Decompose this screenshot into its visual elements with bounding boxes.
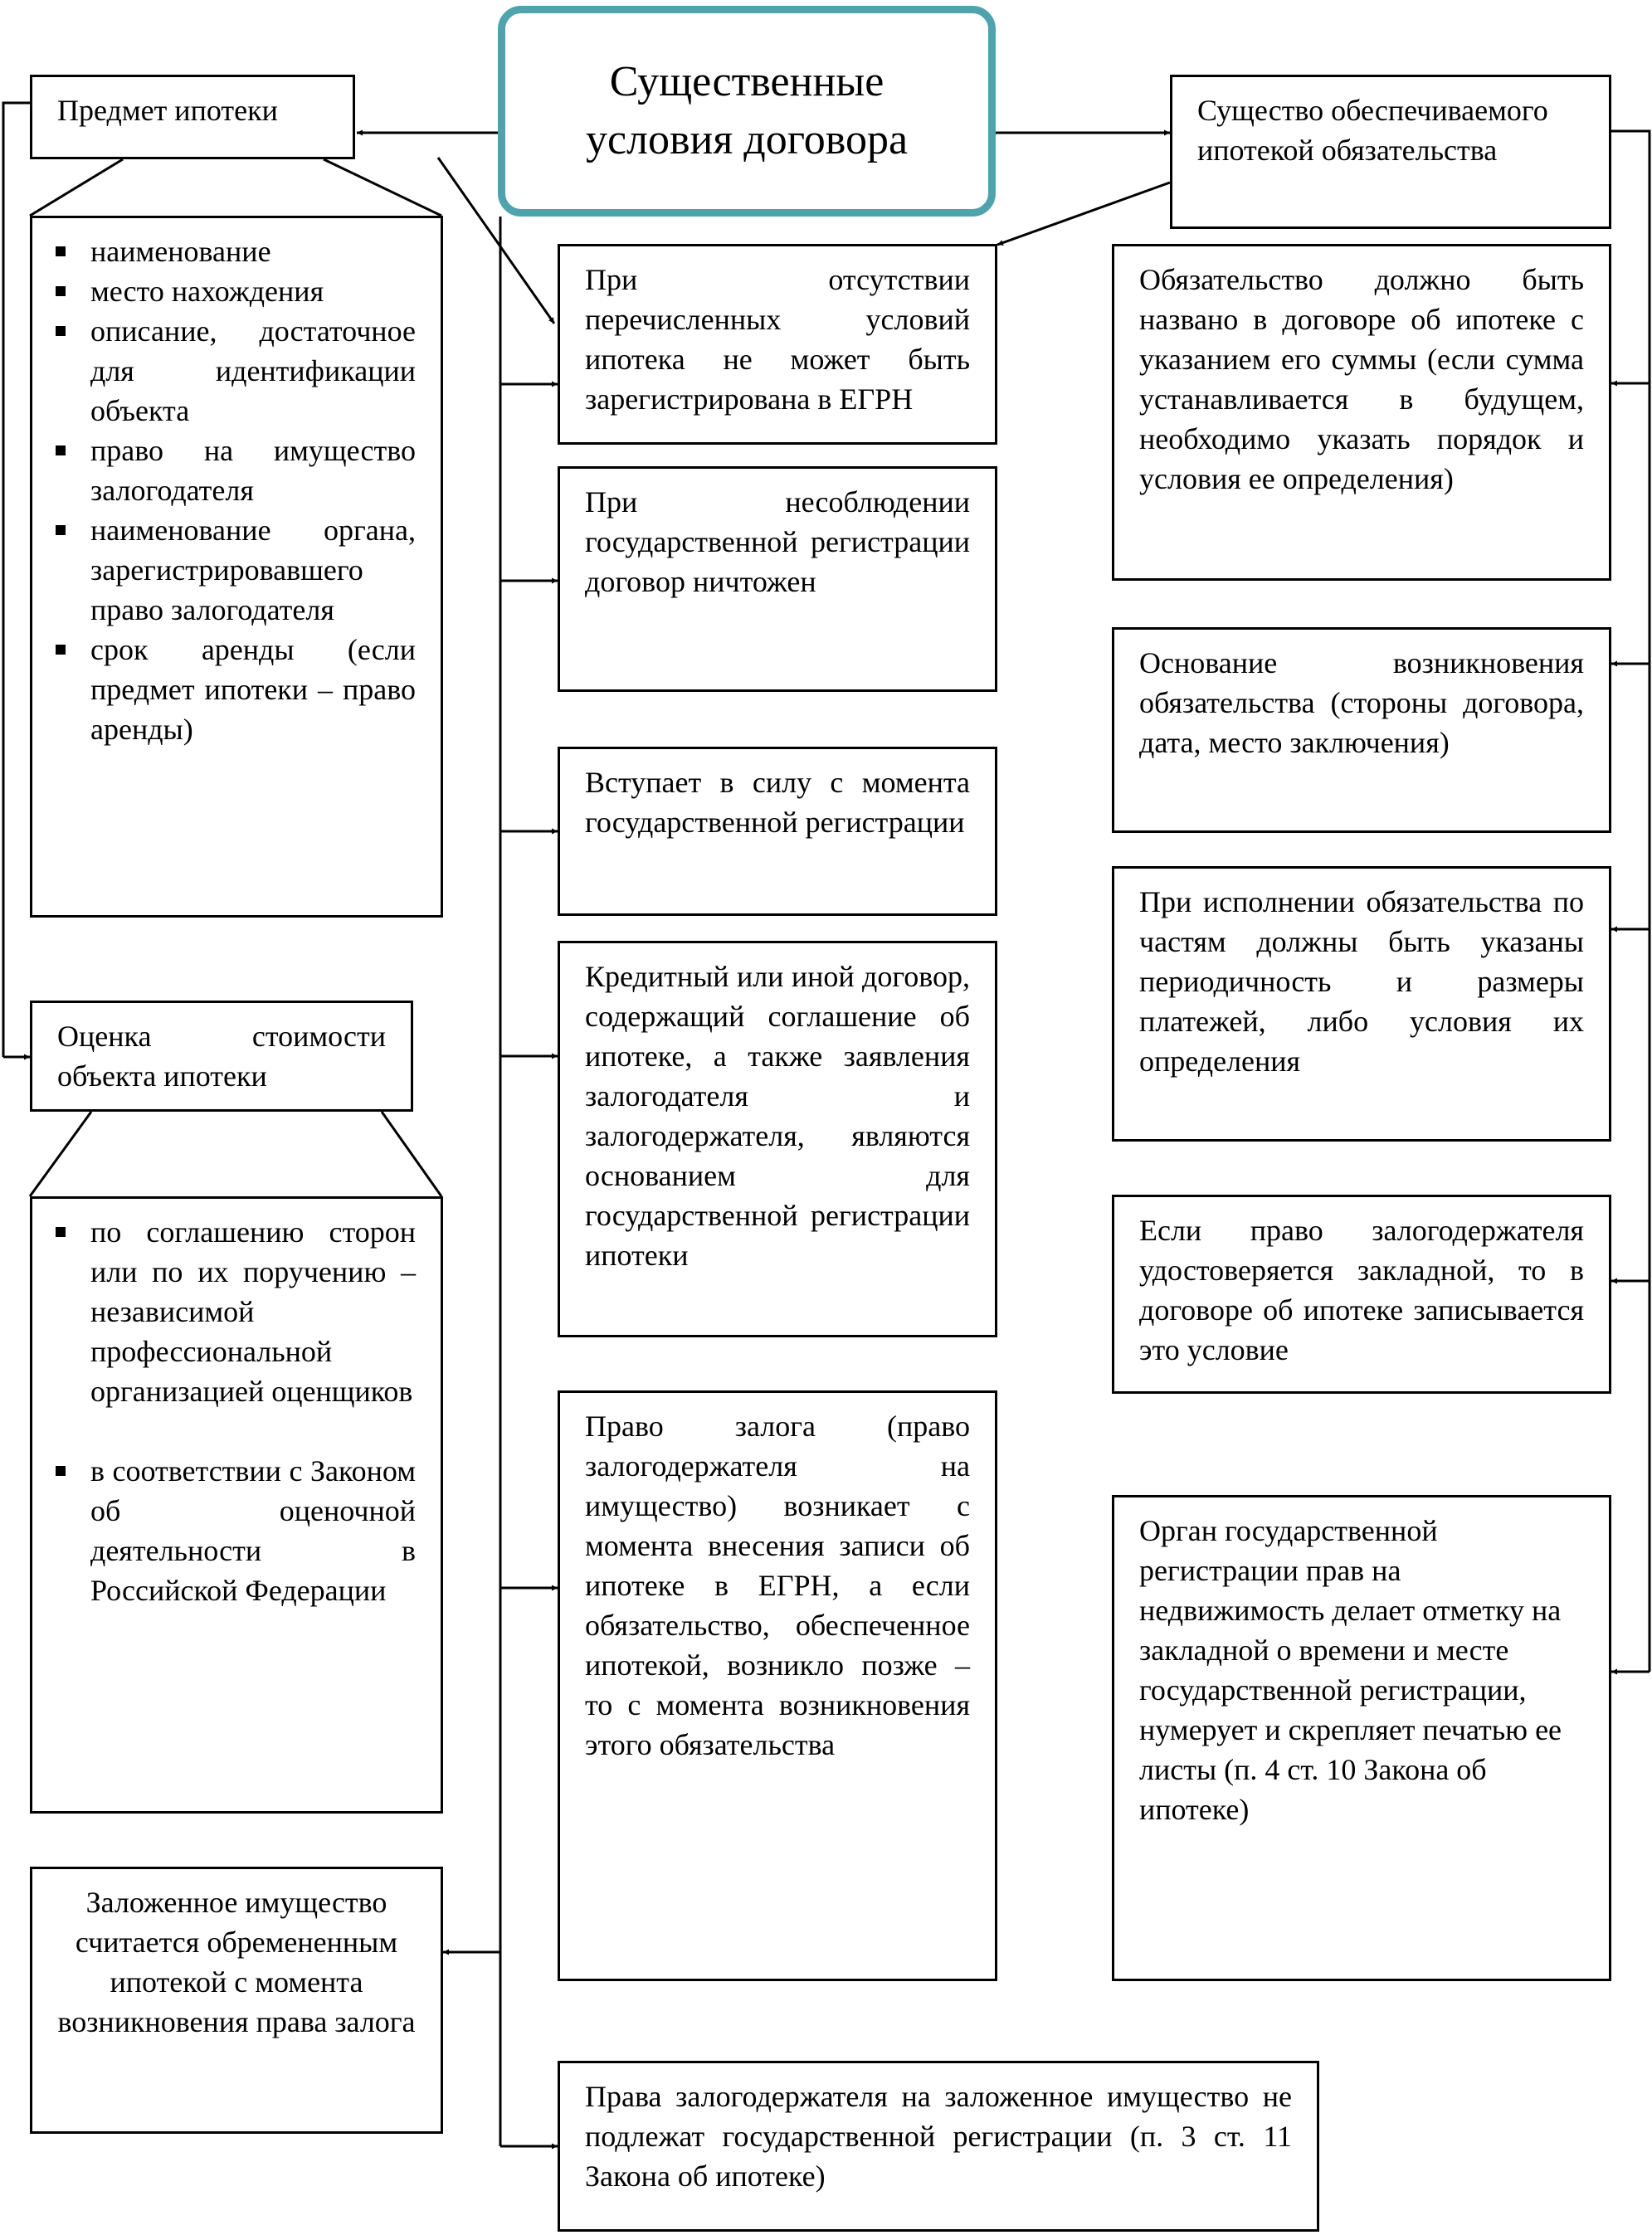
- valuation-list: [30, 1196, 443, 1814]
- obligation-box-1: Обязательство должно быть названо в договоре об ипотеке с указанием его суммы (если сумма устанавливается в будущем, необходимо указать порядок и условия ее определения): [1112, 244, 1611, 581]
- bottom-box: Права залогодержателя на заложенное имущество не подлежат государственной регистрации (п. 3 ст. 11 Закона об ипотеке): [558, 2061, 1319, 2232]
- list-item: место нахождения: [32, 271, 416, 311]
- diagram-title: [498, 6, 996, 217]
- center-box-2: При несоблюдении государственной регистрации договор ничтожен: [558, 466, 997, 692]
- center-box-5: Право залога (право залогодержателя на имущество) возникает с момента внесения записи об ипотеке в ЕГРН, а если обязательство, обеспеченное ипотекой, возникло позже – то с момента возникновения этого обязательства: [558, 1390, 997, 1981]
- obligation-box-4: Если право залогодержателя удостоверяется закладной, то в договоре об ипотеке записывается это условие: [1112, 1195, 1611, 1394]
- subject-heading: Предмет ипотеки: [30, 75, 355, 159]
- list-item: право на имущество залогодателя: [32, 431, 416, 510]
- obligation-box-5: Орган государственной регистрации прав на недвижимость делает отметку на закладной о времени и месте государственной регистрации, нумерует и скрепляет печатью ее листы (п. 4 ст. 10 Закона об ипотеке): [1112, 1495, 1611, 1981]
- diagram-title-text: Существенные условия договора: [585, 58, 909, 163]
- encumbered-box: Заложенное имущество считается обремененным ипотекой с момента возникновения права залога: [30, 1867, 443, 2134]
- right-bus: [1611, 131, 1650, 1672]
- list-item: в соответствии с Законом об оценочной деятельности в Российской Федерации: [32, 1451, 416, 1610]
- list-item: по соглашению сторон или по их поручению – независимой профессиональной организацией оценщиков: [32, 1212, 416, 1411]
- arrow-obligation-to-center-1: [997, 183, 1170, 245]
- obligation-heading: Существо обеспечиваемого ипотекой обязательства: [1170, 75, 1611, 229]
- valuation-heading: Оценка стоимости объекта ипотеки: [30, 1001, 413, 1112]
- list-item: наименование органа, зарегистрировавшего право залогодателя: [32, 510, 416, 630]
- center-box-3: Вступает в силу с момента государственной регистрации: [558, 747, 997, 916]
- center-box-1: При отсутствии перечисленных условий ипотека не может быть зарегистрирована в ЕГРН: [558, 244, 997, 445]
- obligation-box-2: Основание возникновения обязательства (стороны договора, дата, место заключения): [1112, 627, 1611, 833]
- subject-list: [30, 216, 443, 918]
- obligation-box-3: При исполнении обязательства по частям должны быть указаны периодичность и размеры платежей, либо условия их определения: [1112, 866, 1611, 1142]
- center-box-4: Кредитный или иной договор, содержащий соглашение об ипотеке, а также заявления залогодателя и залогодержателя, являются основанием для государственной регистрации ипотеки: [558, 941, 997, 1337]
- list-item: наименование: [32, 231, 416, 271]
- list-item: срок аренды (если предмет ипотеки – право аренды): [32, 630, 416, 749]
- list-item: описание, достаточное для идентификации объекта: [32, 311, 416, 431]
